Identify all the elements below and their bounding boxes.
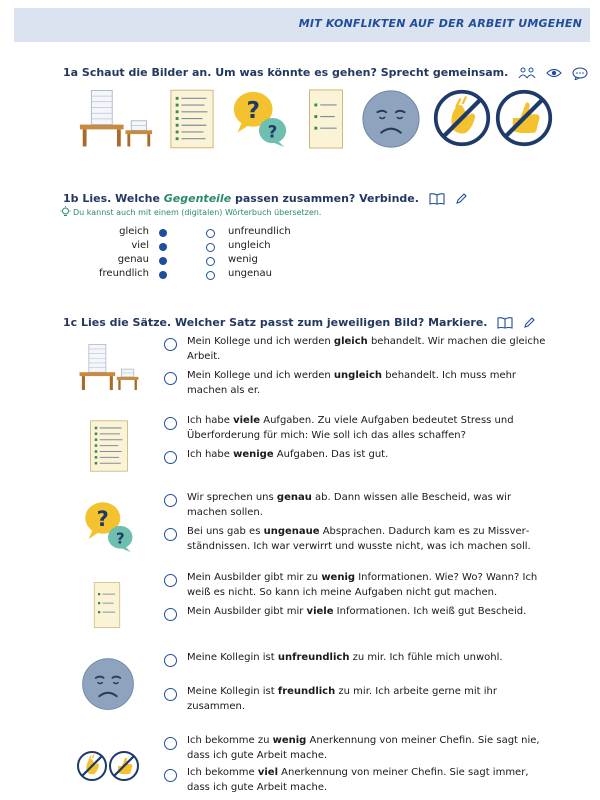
- option-radio[interactable]: [164, 417, 177, 430]
- right-word-ungenau: ungenau: [228, 268, 272, 279]
- sad-face-picture: [360, 88, 422, 150]
- task-1b-heading-pre: 1b Lies. Welche: [63, 192, 164, 205]
- option-sentence: Ich habe wenige Aufgaben. Das ist gut.: [187, 449, 389, 460]
- left-word-genau: genau: [117, 254, 149, 265]
- right-word-ungleich: ungleich: [228, 240, 271, 251]
- option-radio[interactable]: [164, 372, 177, 385]
- paper-stacks-picture: [78, 340, 140, 392]
- option-radio[interactable]: [164, 451, 177, 464]
- option-sentence: Bei uns gab es ungenaue Absprachen. Dadurch kam es zu Missverständnissen. Ich war verwirrt und wusste nicht, was ich machen soll.: [187, 526, 531, 552]
- note-picture: [306, 88, 346, 150]
- option-sentence: Ich bekomme zu wenig Anerkennung von meiner Chefin. Sie sagt nie, dass ich gute Arbeit mache.: [187, 735, 540, 761]
- header-banner: [14, 8, 590, 42]
- note-picture: [92, 576, 122, 634]
- left-dot[interactable]: [159, 257, 167, 265]
- option-sentence: Meine Kollegin ist freundlich zu mir. Ich arbeite gerne mit ihr zusammen.: [187, 686, 497, 712]
- left-word-viel: viel: [131, 240, 149, 251]
- option-sentence: Ich bekomme viel Anerkennung von meiner Chefin. Sie sagt immer, dass ich gute Arbeit mache.: [187, 767, 529, 793]
- option-radio[interactable]: [164, 769, 177, 782]
- task-list-picture: [168, 88, 216, 150]
- left-word-gleich: gleich: [119, 226, 149, 237]
- book-icon: [497, 317, 513, 329]
- dictionary-tip: Du kannst auch mit einem (digitalen) Wörterbuch übersetzen.: [73, 208, 322, 217]
- option-sentence: Wir sprechen uns genau ab. Dann wissen alle Bescheid, was wir machen sollen.: [187, 492, 512, 518]
- no-thumbs-up-picture: [494, 88, 554, 148]
- option-sentence: Mein Ausbilder gibt mir zu wenig Informationen. Wie? Wo? Wann? Ich weiß es nicht. So kann ich meine Aufgaben nicht gut machen.: [187, 572, 538, 598]
- task-1b-heading-emphasis: Gegenteile: [163, 192, 232, 205]
- right-dot[interactable]: [206, 257, 215, 266]
- task-1c-heading: [63, 316, 535, 329]
- page-title: MIT KONFLIKTEN AUF DER ARBEIT UMGEHEN: [298, 17, 582, 30]
- paper-stacks-picture: [78, 86, 154, 148]
- task-1c-heading-text: 1c Lies die Sätze. Welcher Satz passt zum jeweiligen Bild? Markiere.: [63, 316, 488, 329]
- task-1a-heading-text: 1a Schaut die Bilder an. Um was könnte es gehen? Sprecht gemeinsam.: [63, 66, 509, 79]
- question-bubbles-picture: [228, 86, 290, 148]
- option-radio[interactable]: [164, 608, 177, 621]
- speech-bubble-icon: [572, 67, 588, 80]
- option-radio[interactable]: [164, 737, 177, 750]
- right-word-unfreundlich: unfreundlich: [228, 226, 291, 237]
- right-dot[interactable]: [206, 243, 215, 252]
- option-radio[interactable]: [164, 574, 177, 587]
- book-icon: [429, 193, 445, 205]
- option-radio[interactable]: [164, 654, 177, 667]
- right-dot[interactable]: [206, 229, 215, 238]
- option-sentence: Mein Ausbilder gibt mir viele Informationen. Ich weiß gut Bescheid.: [187, 606, 527, 617]
- pencil-icon: [455, 193, 467, 205]
- pencil-icon: [523, 317, 535, 329]
- left-dot[interactable]: [159, 229, 167, 237]
- left-word-freundlich: freundlich: [99, 268, 149, 279]
- right-dot[interactable]: [206, 271, 215, 280]
- option-radio[interactable]: [164, 528, 177, 541]
- left-dot[interactable]: [159, 243, 167, 251]
- no-applause-picture: [76, 750, 108, 782]
- task-1b-heading: [63, 192, 467, 205]
- group-icon: [518, 67, 536, 79]
- eye-icon: [546, 67, 562, 79]
- task-1b-heading-post: passen zusammen? Verbinde.: [231, 192, 419, 205]
- question-bubbles-picture: [80, 496, 136, 554]
- option-radio[interactable]: [164, 338, 177, 351]
- sad-face-picture: [80, 656, 136, 712]
- right-word-wenig: wenig: [228, 254, 258, 265]
- option-radio[interactable]: [164, 494, 177, 507]
- no-applause-picture: [432, 88, 492, 148]
- task-list-picture: [88, 418, 130, 474]
- option-sentence: Mein Kollege und ich werden ungleich behandelt. Ich muss mehr machen als er.: [187, 370, 517, 396]
- no-thumbs-up-picture: [108, 750, 140, 782]
- option-sentence: Mein Kollege und ich werden gleich behandelt. Wir machen die gleiche Arbeit.: [187, 336, 546, 362]
- option-sentence: Ich habe viele Aufgaben. Zu viele Aufgaben bedeutet Stress und Überforderung für mich: Wie soll ich das alles schaffen?: [187, 415, 514, 441]
- lightbulb-icon: [60, 206, 71, 218]
- option-sentence: Meine Kollegin ist unfreundlich zu mir. Ich fühle mich unwohl.: [187, 652, 503, 663]
- left-dot[interactable]: [159, 271, 167, 279]
- task-1a-heading: [63, 66, 588, 80]
- option-radio[interactable]: [164, 688, 177, 701]
